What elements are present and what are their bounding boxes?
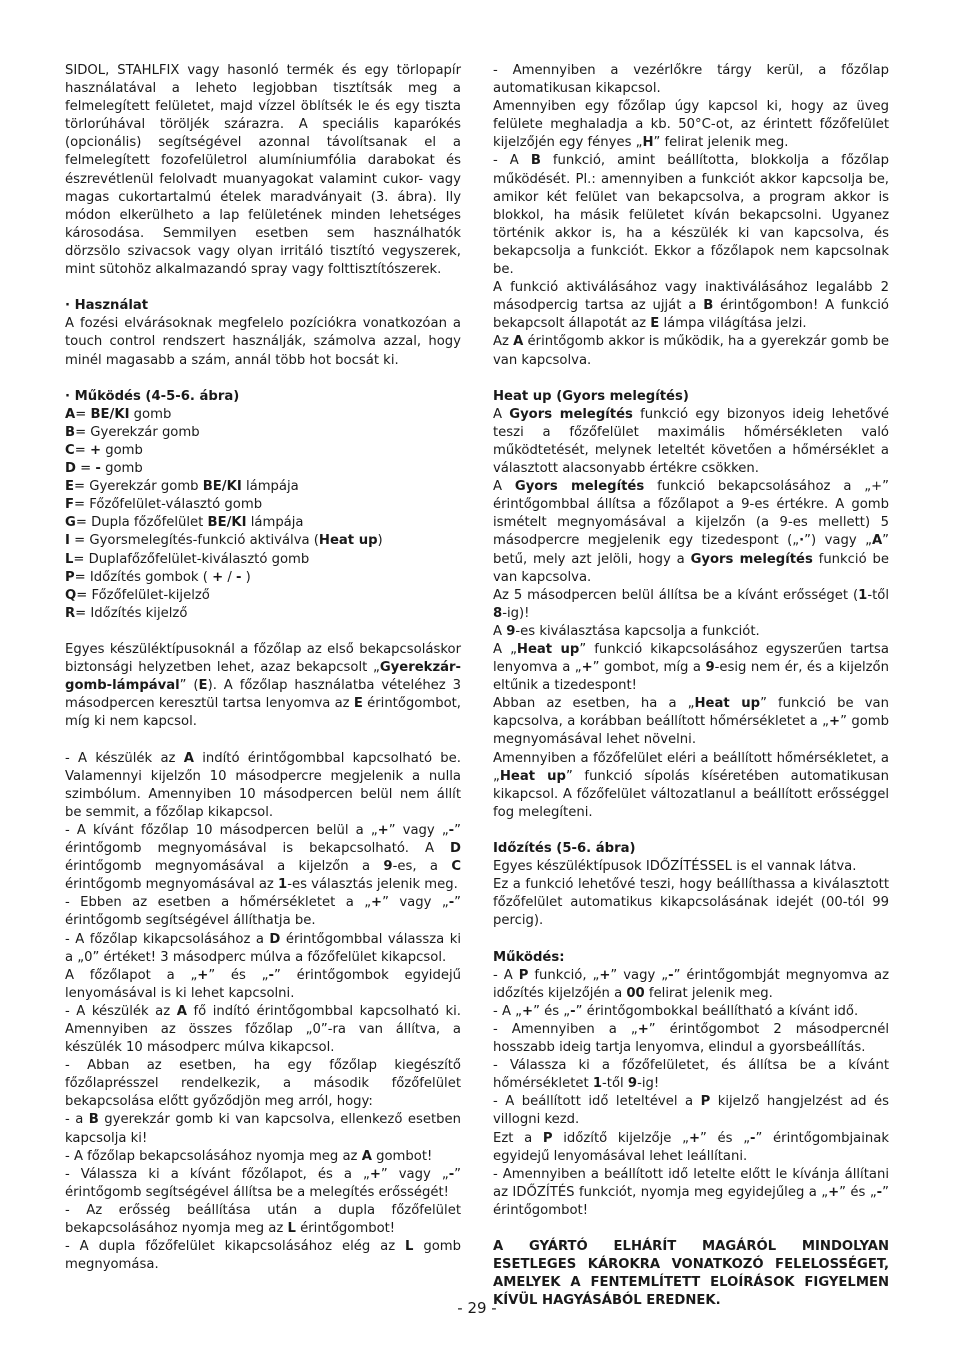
bold-text: BE/KI	[202, 479, 242, 495]
paragraph	[493, 1130, 889, 1166]
bold-text: +	[828, 1184, 840, 1200]
text-run: ” funkció kikapcsolásához egyszerűen tartsa lenyomva a „	[493, 642, 890, 676]
bold-text: D	[450, 841, 461, 857]
bold-text: -	[876, 1184, 883, 1200]
text-run: érintőgombot, míg ki nem kapcsol.	[65, 696, 462, 730]
text-run: = Duplafőzőfelület-kiválasztó gomb	[73, 551, 310, 567]
text-run: A „	[493, 642, 517, 657]
paragraph	[65, 569, 461, 587]
text-run: ” érintőgombot!	[493, 1184, 889, 1218]
text-run: = Gyorsmelegítés-funkció aktiválva (	[69, 533, 319, 549]
text-run: ” vagy „	[382, 895, 449, 911]
text-run: - A főzőlap bekapcsolásához nyomja meg az	[65, 1148, 362, 1164]
bold-text: F	[65, 497, 75, 513]
bold-text: A	[871, 533, 883, 549]
bold-text: +	[522, 1003, 534, 1019]
text-run: )	[241, 569, 251, 585]
bold-text: C	[65, 442, 75, 458]
text-run: ” betű, mely azt jelöli, hogy a	[493, 533, 889, 567]
text-run: -es választás jelenik meg.	[287, 877, 458, 893]
paragraph	[65, 1111, 461, 1147]
bold-text: 9	[705, 660, 715, 676]
bold-text: E	[65, 479, 75, 495]
text-run: ” érintőgombját megnyomva az időzítés kijelzőjén a	[493, 967, 889, 1001]
text-run: - Amennyiben a „	[493, 1021, 638, 1037]
text-run: Amennyiben a főzőfelület eléri a beállított hőmérsékletet, a „	[493, 750, 889, 784]
text-run: Az	[493, 334, 514, 350]
paragraph	[493, 478, 889, 587]
text-run: érintőgombot!	[295, 1221, 396, 1236]
text-run: ” érintőgombot 2 másodpercnél hosszabb ideig tartja lenyomva, elindul a gyorsbeállítás.	[493, 1021, 889, 1056]
text-run: lámpa világítása jelzi.	[659, 316, 807, 332]
text-run: SIDOL, STAHLFIX vagy hasonló termék és egy törlopapír használatával a leheto legjobban tisztítsák meg a felmelegített felületet, majd vízzel öblítsék le és egy tiszta törlorúhával töröljék szárazra. A speciális kaparókés (opcionális) segítségével azonnal távolítsanak el a felmelegített fozofelületrol alumíniumfólia darabokat és észrevétlenül felolvadt muanyagokat valamint cukor- vagy magas cukortartalmú ételek maradványait (3. ábra). Ily módon elkerülheto a lap felületének minden lehetséges károsodása. Semmilyen esetben sem használhatók dörzsölo szivacsok vagy olyan irritáló tisztító vegyszerek, mint sütohöz alkalmazandó spray vagy folttisztítószerek.	[65, 63, 461, 278]
text-run: = Gyerekzár gomb	[75, 424, 200, 440]
text-run: ” és „	[700, 1130, 751, 1146]
bold-text: L	[65, 551, 74, 567]
right-column	[493, 62, 889, 1310]
paragraph	[65, 750, 461, 822]
paragraph	[493, 695, 889, 749]
text-run: gombot!	[371, 1148, 433, 1164]
paragraph	[493, 949, 889, 967]
bold-text: -	[448, 895, 455, 911]
bold-text: I	[65, 533, 70, 549]
bold-text: Időzítés (5-6. ábra)	[493, 841, 636, 857]
page-number: - 29 -	[457, 1299, 497, 1317]
text-run: /	[223, 569, 236, 585]
text-run: A fozési elvárásoknak megfelelo pozíciókra vonatkozóan a touch control rendszert használják, számolva azzal, hogy minél magasabb a szám, annál több hot bocsát ki.	[65, 316, 461, 368]
text-run: Ezt a	[493, 1130, 543, 1146]
bold-text: +	[371, 895, 383, 911]
paragraph	[65, 1148, 461, 1166]
text-run: ” érintőgomb megnyomásával is bekapcsolható. A	[65, 822, 461, 857]
bold-text: +	[377, 822, 389, 838]
bold-text: E	[650, 316, 660, 332]
paragraph	[493, 388, 889, 406]
bold-text: A	[176, 1003, 187, 1019]
bold-text: -	[448, 822, 455, 838]
bold-text: -	[235, 569, 242, 585]
paragraph	[493, 1003, 889, 1021]
paragraph	[493, 641, 889, 695]
text-run: = Időzítés gombok (	[74, 569, 213, 585]
paragraph	[65, 62, 461, 279]
text-run: lámpája	[241, 479, 299, 495]
text-run: érintőgombbal válassza ki a „0” értéket! 3 másodperc múlva a főzőfelület kikapcsol.	[65, 931, 462, 965]
paragraph-spacer	[65, 731, 461, 749]
paragraph	[65, 424, 461, 442]
text-run: ” vagy „	[388, 822, 449, 838]
bold-text: Gyerekzár-gomb-lámpával	[65, 660, 461, 694]
bold-text: H	[642, 135, 654, 151]
bold-text: Gyors melegítés	[690, 551, 813, 567]
bold-text: A	[183, 750, 194, 766]
text-run: ” és „	[533, 1003, 571, 1019]
text-run: funkció bekapcsolásához a „+” érintőgombbal állítsa a főzőlapot a 9-es értékre. A gomb ismételt megnyomásával a kijelzőn (a 9-es mellett) 5 másodpercre megjelenik egy tizedespont („	[493, 479, 889, 549]
text-run: =	[75, 461, 96, 477]
paragraph	[65, 1202, 461, 1238]
text-run: gomb	[129, 406, 172, 422]
text-run: érintőgomb megnyomásával az	[65, 877, 279, 893]
text-run: ” érintőgombjainak egyidejű lenyomásával lehet leállítani.	[493, 1130, 889, 1164]
text-run: - Válassza ki a kívánt főzőlapot, és a „	[65, 1166, 370, 1182]
text-run: ” (	[179, 678, 199, 694]
paragraph	[65, 1003, 461, 1057]
paragraph	[65, 641, 461, 731]
bold-text: Gyors melegítés	[509, 406, 633, 422]
bold-text: +	[581, 660, 593, 676]
bold-text: Heat up	[499, 768, 566, 784]
text-run: - Válassza ki a főzőfelületet, és állítsa be a kívánt hőmérsékletet	[493, 1058, 889, 1092]
text-run: Abban az esetben, ha a „	[493, 696, 695, 712]
bold-text: 1	[592, 1076, 603, 1092]
bold-text: Q	[65, 587, 77, 603]
text-run: ” vagy „	[380, 1166, 449, 1182]
text-run: lámpája	[246, 515, 304, 531]
paragraph	[65, 967, 461, 1003]
bold-text: 1	[858, 587, 868, 603]
text-run: ” és „	[208, 967, 269, 983]
paragraph	[65, 514, 461, 532]
text-run: funkció be van kapcsolva.	[493, 551, 889, 585]
text-run: - A főzőlap kikapcsolásához a	[65, 931, 270, 947]
paragraph	[493, 98, 889, 152]
text-run: érintőgombon! A funkció bekapcsolt állapotát az	[493, 298, 889, 332]
bold-text: 8	[493, 605, 503, 621]
text-run: ” felirat jelenik meg.	[653, 135, 789, 151]
text-run: -ig!	[637, 1076, 660, 1092]
text-run: A	[493, 406, 510, 422]
text-run: - A „	[493, 1003, 522, 1019]
text-run: Amennyiben egy főzőlap úgy kapcsol ki, hogy az üveg felülete meghaladja a kb. 50°C-ot, az érintett főzőfelület kijelzőjén egy fényes „	[493, 99, 889, 151]
text-run: = Főzőfelület-választó gomb	[74, 497, 263, 513]
text-run: A funkció aktiválásához vagy inaktiválásához legalább 2 másodpercig tartsa az ujját a	[493, 280, 889, 314]
text-run: érintőgomb akkor is működik, ha a gyerekzár gomb be van kapcsolva.	[493, 334, 890, 368]
text-run: ” funkció sípolás kíséretében automatikusan kikapcsol. A főzőfelület változatlanul a beállított erősséggel fog melegíteni.	[493, 768, 890, 820]
paragraph	[493, 858, 889, 876]
paragraph	[493, 750, 889, 822]
bold-text: +	[688, 1130, 700, 1146]
paragraph	[493, 1093, 889, 1129]
text-run: -esig nem ér, és a kijelzőn eltűnik a tizedespont!	[493, 660, 889, 694]
text-run: ” érintőgombok egyidejű lenyomásával is ki lehet kapcsolni.	[65, 967, 461, 1001]
paragraph	[493, 62, 889, 98]
text-run: - A kívánt főzőlap 10 másodpercen belül a „	[65, 822, 378, 838]
text-run: ” érintőgomb segítségével állíthatja be.	[65, 895, 462, 929]
paragraph	[65, 605, 461, 623]
bold-text: 9	[383, 859, 393, 875]
paragraph	[65, 478, 461, 496]
paragraph-spacer	[493, 931, 889, 949]
paragraph	[65, 532, 461, 550]
text-run: ”) vagy „	[804, 533, 872, 549]
text-run: ” érintőgomb segítségével állítsa be a melegítés erősségét!	[65, 1166, 462, 1200]
text-run: ” érintőgombokkal beállítható a kívánt idő.	[575, 1003, 859, 1019]
paragraph	[493, 876, 889, 930]
bold-text: B	[703, 298, 714, 314]
bold-text: G	[65, 515, 76, 531]
bold-text: -	[750, 1130, 756, 1146]
bold-text: · Használat	[65, 298, 149, 314]
bold-text: Heat up	[318, 533, 378, 549]
text-run: ). A főzőlap használatba vételéhez 3 másodpercen keresztül tartsa lenyomva az	[65, 678, 461, 712]
text-run: kijelző hangjelzést ad és villogni kezd.	[493, 1094, 889, 1128]
text-run: gomb	[101, 442, 143, 458]
text-run: -től	[867, 587, 889, 603]
text-run: = Dupla főzőfelület	[75, 515, 208, 531]
text-run: A	[493, 479, 515, 495]
paragraph	[65, 894, 461, 930]
bold-text: B	[88, 1112, 99, 1128]
text-run: A főzőlapot a „	[65, 967, 198, 983]
text-run: Egyes készüléktípusoknál a főzőlap az első bekapcsoláskor biztonsági helyzetben lehet, azaz bekapcsolt „	[65, 642, 461, 676]
bold-text: +	[829, 714, 841, 730]
bold-text: · Működés (4-5-6. ábra)	[65, 388, 240, 404]
text-run: fő indító érintőgombbal kapcsolható ki. Amennyiben az összes főzőlap „0”-ra van állítva, a készülék 10 másodperc múlva kikapcsol.	[65, 1003, 461, 1056]
text-run: = Főzőfelület-kijelző	[76, 587, 210, 603]
text-run: - A beállított idő leteltével a	[493, 1094, 701, 1110]
text-run: A	[493, 623, 507, 639]
paragraph	[65, 315, 461, 369]
text-run: gomb	[100, 461, 143, 477]
text-run: gyerekzár gomb ki van kapcsolva, ellenkező esetben kapcsolja ki!	[65, 1112, 461, 1146]
paragraph	[493, 279, 889, 333]
text-run: ” és „	[839, 1184, 877, 1200]
bold-text: B	[65, 424, 76, 440]
bold-text: Heat up	[516, 642, 580, 657]
bold-text: +	[599, 967, 611, 983]
paragraph	[493, 1166, 889, 1220]
bold-text: E	[198, 678, 208, 694]
text-run: indító érintőgombbal kapcsolható be. Valamennyi kijelzőn 10 másodpercre megjelenik a nulla szimbólum. Amennyiben 10 másodpercen belül nem állít be semmit, a főzőlap kikapcsol.	[65, 750, 461, 820]
bold-text: B	[530, 153, 541, 169]
left-column	[65, 62, 461, 1274]
text-run: funkció egy bizonyos ideig lehetővé teszi a főzőfelület maximális hőmérsékleten való működtetését, melynek leteltét követően a hőmérséklet a választott alacsonyabb értékre csökken.	[493, 406, 889, 477]
text-run: - Amennyiben a vezérlőkre tárgy kerül, a főzőlap automatikusan kikapcsol.	[493, 63, 889, 97]
text-run: - Amennyiben a beállított idő letelte előtt le kívánja állítani az IDŐZÍTÉS funkciót, nyomja meg egyidejűleg a „	[493, 1166, 889, 1200]
bold-text: 00	[626, 985, 645, 1001]
paragraph-spacer	[65, 370, 461, 388]
text-run: )	[377, 533, 383, 549]
bold-text: ·	[799, 533, 805, 549]
paragraph	[65, 1166, 461, 1202]
bold-text: Heat up (Gyors melegítés)	[493, 388, 689, 404]
text-run: Az 5 másodpercen belül állítsa be a kívánt erősséget (	[493, 587, 859, 603]
paragraph	[65, 442, 461, 460]
text-run: ” vagy „	[610, 967, 669, 983]
bold-text: L	[405, 1239, 414, 1255]
text-run: - Az erősség beállítása után a dupla főzőfelület bekapcsolásához nyomja meg az	[65, 1202, 461, 1236]
bold-text: +	[369, 1166, 381, 1182]
paragraph-spacer	[493, 822, 889, 840]
text-run: felirat jelenik meg.	[644, 985, 773, 1001]
text-run: -ig)!	[502, 605, 530, 621]
bold-text: -	[95, 461, 101, 477]
text-run: - a	[65, 1112, 89, 1128]
text-run: - A készülék az	[65, 1003, 177, 1019]
paragraph	[65, 1057, 461, 1111]
bold-text: P	[542, 1130, 553, 1146]
bold-text: E	[353, 696, 363, 712]
text-run: - Abban az esetben, ha egy főzőlap kiegészítő főzőlaprésszel rendelkezik, a második főzőfelület bekapcsolása előtt győződjön meg arról, hogy:	[65, 1058, 461, 1110]
bold-text: +	[637, 1021, 649, 1037]
text-run: - A készülék az	[65, 750, 184, 766]
bold-text: A GYÁRTÓ ELHÁRÍT MAGÁRÓL MINDOLYAN ESETLEGES KÁROKRA VONATKOZÓ FELELOSSÉGET, AMELYEK A FENTEMLÍTETT ELOÍRÁSOK FIGYELMEN KÍVÜL HAGYÁSÁBÓL EREDNEK.	[493, 1239, 889, 1309]
bold-text: A	[361, 1148, 372, 1164]
text-run: funkció, amint beállította, blokkolja a főzőlap működését. Pl.: amennyiben a funkciót akkor kapcsolja be, amikor két felület van bekapcsolva, a program akkor is blokkol, ha másik felületet kíván bekapcsolni. Ugyanez történik akkor is, ha a készülék ki van kapcsolva, és bekapcsolja a funkciót. Ekkor a főzőlapok nem kapcsolnak be.	[493, 153, 889, 278]
paragraph	[493, 840, 889, 858]
bold-text: P	[700, 1094, 711, 1110]
paragraph	[493, 967, 889, 1003]
paragraph	[65, 460, 461, 478]
text-run: Egyes készüléktípusok IDŐZÍTÉSSEL is el vannak látva.	[493, 859, 857, 875]
bold-text: +	[89, 442, 101, 458]
bold-text: L	[287, 1221, 296, 1236]
text-run: gomb megnyomása.	[65, 1239, 461, 1273]
bold-text: P	[518, 967, 529, 983]
bold-text: Működés:	[493, 949, 565, 965]
paragraph	[493, 1021, 889, 1057]
text-run: ” funkció be van kapcsolva, a korábban beállított hőmérsékletet a „	[493, 696, 889, 730]
text-run: Ez a funkció lehetővé teszi, hogy beállíthassa a kiválasztott főzőfelület automatikus kikapcsolásának idejét (00-tól 99 percig).	[493, 877, 889, 929]
text-run: ” gombot, míg a	[592, 660, 706, 676]
text-run: -től	[602, 1076, 628, 1092]
bold-text: Gyors melegítés	[514, 479, 645, 495]
paragraph	[65, 1238, 461, 1274]
bold-text: -	[268, 967, 274, 983]
text-run: -es kiválasztása kapcsolja a funkciót.	[515, 623, 760, 639]
bold-text: -	[668, 967, 674, 983]
paragraph	[493, 152, 889, 279]
text-run: - A	[493, 967, 519, 983]
bold-text: A	[513, 334, 524, 350]
bold-text: 9	[627, 1076, 638, 1092]
text-run: funkció, „	[528, 967, 600, 983]
text-run: - Ebben az esetben a hőmérsékletet a „	[65, 895, 372, 911]
paragraph	[65, 297, 461, 315]
bold-text: +	[212, 569, 224, 585]
text-run: - A dupla főzőfelület kikapcsolásához elég az	[65, 1239, 406, 1255]
text-run: ” gomb megnyomásával lehet növelni.	[493, 714, 890, 748]
bold-text: R	[65, 605, 76, 621]
bold-text: A	[65, 406, 76, 422]
text-run: időzítő kijelzője „	[552, 1130, 689, 1146]
text-run: -es, a	[392, 859, 452, 875]
text-run: - A	[493, 153, 531, 169]
bold-text: BE/KI	[207, 515, 247, 531]
paragraph-spacer	[493, 370, 889, 388]
bold-text: 1	[278, 877, 288, 893]
paragraph	[493, 1057, 889, 1093]
bold-text: D	[269, 931, 281, 947]
paragraph-spacer	[65, 623, 461, 641]
paragraph	[65, 587, 461, 605]
paragraph	[65, 551, 461, 569]
paragraph	[493, 406, 889, 478]
bold-text: C	[451, 859, 462, 875]
bold-text: Heat up	[694, 696, 761, 712]
paragraph-spacer	[65, 279, 461, 297]
bold-text: -	[448, 1166, 455, 1182]
bold-text: BE/KI	[90, 406, 130, 422]
bold-text: P	[65, 569, 75, 585]
bold-text: D	[65, 461, 76, 477]
paragraph-spacer	[493, 1220, 889, 1238]
text-run: = Gyerekzár gomb	[74, 479, 203, 495]
text-run: =	[75, 406, 91, 422]
bold-text: +	[197, 967, 209, 983]
paragraph	[65, 931, 461, 967]
paragraph	[65, 406, 461, 424]
paragraph	[65, 822, 461, 894]
paragraph	[493, 333, 889, 369]
paragraph	[493, 623, 889, 641]
bold-text: -	[570, 1003, 576, 1019]
text-run: =	[74, 442, 90, 458]
paragraph	[65, 496, 461, 514]
bold-text: 9	[506, 623, 516, 639]
text-run: érintőgomb megnyomásával a kijelzőn a	[65, 859, 384, 875]
paragraph	[493, 587, 889, 623]
text-run: = Időzítés kijelző	[75, 605, 188, 621]
paragraph	[65, 388, 461, 406]
